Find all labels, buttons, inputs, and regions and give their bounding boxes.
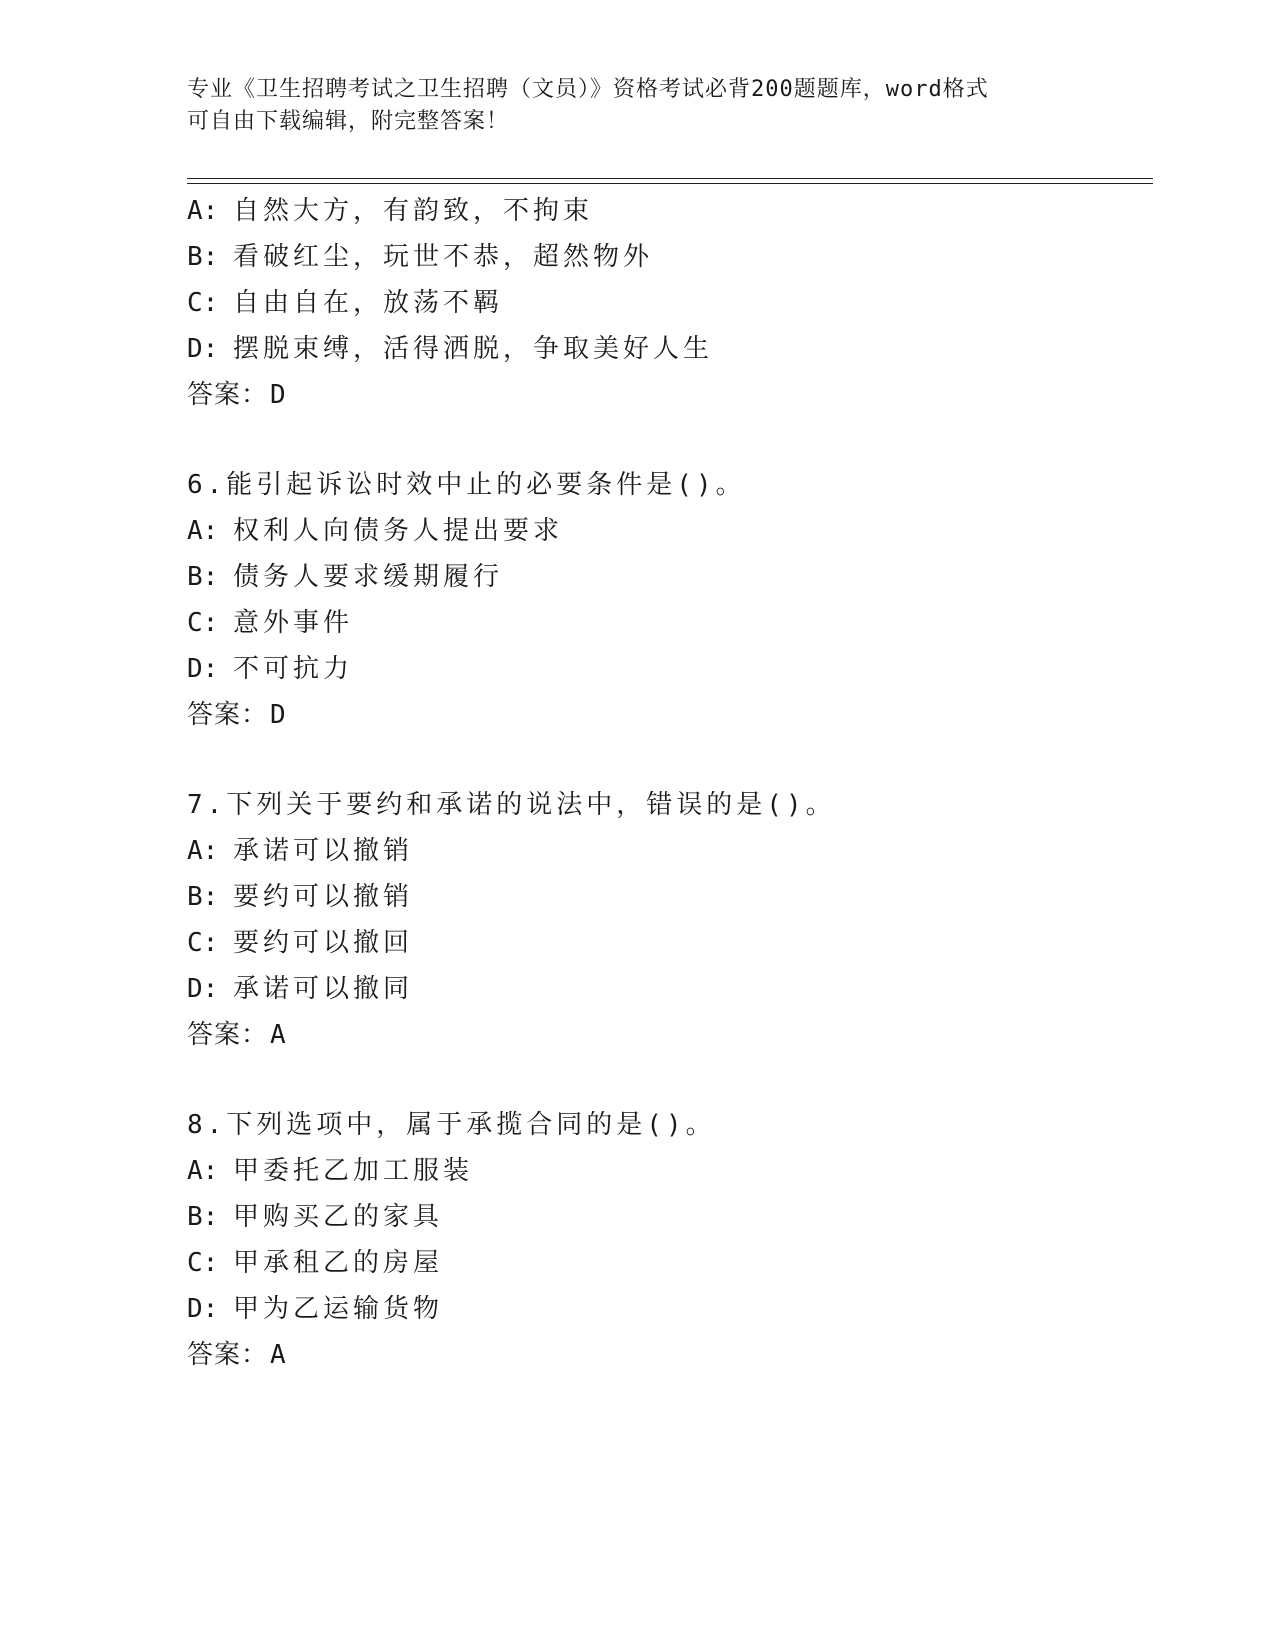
option-text: 要约可以撤回 xyxy=(233,928,414,958)
answer-label: 答案： xyxy=(187,700,269,730)
option-text: 债务人要求缓期履行 xyxy=(233,562,504,592)
answer-label: 答案： xyxy=(187,1020,269,1050)
option-letter: D: xyxy=(187,654,219,684)
option-text: 甲为乙运输货物 xyxy=(233,1294,444,1324)
option-letter: D: xyxy=(187,334,219,364)
option-text: 摆脱束缚，活得洒脱，争取美好人生 xyxy=(233,334,714,364)
answer-label: 答案： xyxy=(187,380,269,410)
question-stem: 7.下列关于要约和承诺的说法中，错误的是()。 xyxy=(187,790,836,820)
question-list xyxy=(187,188,1147,1378)
option-c xyxy=(187,280,1147,326)
option-text: 甲购买乙的家具 xyxy=(233,1202,444,1232)
option-text: 要约可以撤销 xyxy=(233,882,414,912)
answer-line xyxy=(187,1012,1147,1058)
option-letter: C: xyxy=(187,928,219,958)
option-a xyxy=(187,188,1147,234)
option-text: 甲承租乙的房屋 xyxy=(233,1248,444,1278)
option-letter: B: xyxy=(187,882,219,912)
option-c xyxy=(187,920,1147,966)
spacer xyxy=(187,418,1147,462)
option-text: 不可抗力 xyxy=(233,654,354,684)
option-d xyxy=(187,326,1147,372)
header-divider-top xyxy=(187,178,1153,179)
option-letter: C: xyxy=(187,1248,219,1278)
document-header xyxy=(187,74,1067,138)
answer-value: D xyxy=(270,380,287,410)
option-b xyxy=(187,874,1147,920)
option-a xyxy=(187,828,1147,874)
option-letter: D: xyxy=(187,1294,219,1324)
option-b xyxy=(187,554,1147,600)
option-text: 甲委托乙加工服装 xyxy=(233,1156,474,1186)
option-a xyxy=(187,1148,1147,1194)
question-block-6 xyxy=(187,462,1147,738)
header-line-1: 专业《卫生招聘考试之卫生招聘（文员）》资格考试必背200题题库，word格式 xyxy=(187,77,989,102)
option-d xyxy=(187,966,1147,1012)
question-block-7 xyxy=(187,782,1147,1058)
option-a xyxy=(187,508,1147,554)
spacer xyxy=(187,1058,1147,1102)
option-letter: B: xyxy=(187,242,219,272)
answer-line xyxy=(187,372,1147,418)
option-letter: A: xyxy=(187,516,219,546)
option-letter: A: xyxy=(187,1156,219,1186)
question-block-8 xyxy=(187,1102,1147,1378)
answer-line xyxy=(187,1332,1147,1378)
option-d xyxy=(187,646,1147,692)
option-text: 承诺可以撤同 xyxy=(233,974,414,1004)
option-text: 自然大方，有韵致，不拘束 xyxy=(233,196,594,226)
spacer xyxy=(187,738,1147,782)
question-block-partial xyxy=(187,188,1147,418)
option-letter: C: xyxy=(187,288,219,318)
option-letter: B: xyxy=(187,562,219,592)
option-text: 看破红尘，玩世不恭，超然物外 xyxy=(233,242,654,272)
answer-label: 答案： xyxy=(187,1340,269,1370)
option-text: 意外事件 xyxy=(233,608,354,638)
option-b xyxy=(187,234,1147,280)
answer-value: A xyxy=(270,1020,287,1050)
option-text: 承诺可以撤销 xyxy=(233,836,414,866)
option-letter: B: xyxy=(187,1202,219,1232)
header-line-2: 可自由下载编辑，附完整答案！ xyxy=(187,109,510,134)
question-stem: 8.下列选项中，属于承揽合同的是()。 xyxy=(187,1110,716,1140)
option-c xyxy=(187,1240,1147,1286)
option-letter: A: xyxy=(187,196,219,226)
option-letter: A: xyxy=(187,836,219,866)
option-text: 权利人向债务人提出要求 xyxy=(233,516,564,546)
option-c xyxy=(187,600,1147,646)
option-d xyxy=(187,1286,1147,1332)
option-letter: C: xyxy=(187,608,219,638)
question-stem: 6.能引起诉讼时效中止的必要条件是()。 xyxy=(187,470,746,500)
answer-value: A xyxy=(270,1340,287,1370)
option-text: 自由自在，放荡不羁 xyxy=(233,288,504,318)
option-letter: D: xyxy=(187,974,219,1004)
answer-line xyxy=(187,692,1147,738)
answer-value: D xyxy=(270,700,287,730)
option-b xyxy=(187,1194,1147,1240)
header-divider-bottom xyxy=(187,183,1153,184)
